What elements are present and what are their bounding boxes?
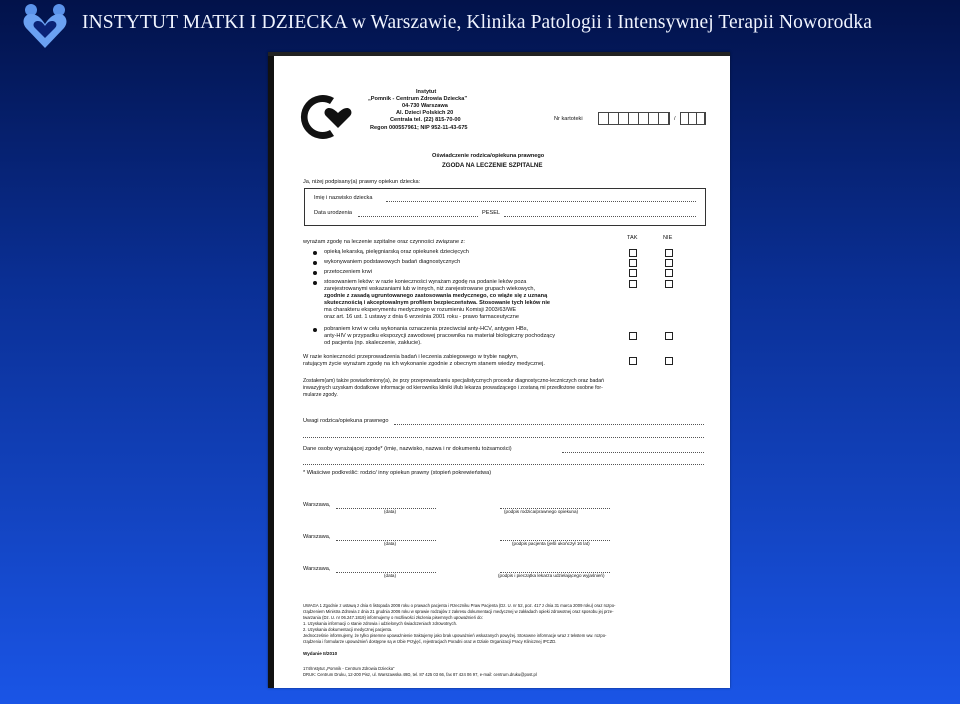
item-4-line-3: zgodnie z zasadą ugruntowanego zastosowania medycznego, co wiąże się z uznaną	[324, 293, 548, 299]
edition: Wydanie II/2010	[303, 651, 338, 656]
item-3-line-1: przetoczeniem krwi	[324, 269, 372, 275]
notice-line-1: Zostałem(am) także powiadomiony(a), że przy przeprowadzaniu specjalistycznych procedur diagnostyczno-leczniczych oraz badań	[303, 378, 605, 384]
record-number-boxes	[598, 112, 670, 125]
bullet	[313, 261, 317, 265]
fineprint-line-5: 2. Uzyskania dokumentacji medycznej pacjenta.	[303, 627, 393, 632]
sig-3-place: Warszawa,	[303, 566, 331, 572]
item-4-no-checkbox[interactable]	[665, 280, 673, 288]
item-2-yes-checkbox[interactable]	[629, 259, 637, 267]
fineprint-line-7: rządzenia i formularze upoważnień dostępne są w Izbie Przyjęć, rejestracjach Poradni oraz w Dziale Organizacji Pracy Klinicznej IPCZD.	[303, 639, 557, 644]
fineprint-line-4: 1. Uzyskania informacji o stanie zdrowia i udzielonych świadczeniach zdrowotnych.	[303, 621, 458, 626]
fineprint-line-3: twarzania (Dz. U. nr 06.247.1819) informujemy o możliwości złożenia pisemnych upoważnień do:	[303, 615, 483, 620]
institute-line-1: Instytut	[416, 89, 437, 95]
fineprint-line-6: Jednocześnie informujemy, że tylko pisemne upoważnienie traktujemy jako brak upoważnień wskazanych powyżej. Stosowne informacje wraz z tekstem ww. rozpo-	[303, 633, 607, 638]
record-slash: /	[674, 116, 676, 122]
item-1-yes-checkbox[interactable]	[629, 249, 637, 257]
record-suffix-boxes	[680, 112, 706, 125]
print-info-2: DRUK: Centrum Druku, 12-200 Pisz, ul. Warszawska 49D, tel. 87 425 03 66, fax 87 424 06 97, e-mail: centrum.druku@post.pl	[303, 672, 537, 677]
form-content	[268, 52, 730, 688]
item-2-line-1: wykonywaniem podstawowych badań diagnostycznych	[324, 259, 461, 265]
heart-people-logo	[22, 2, 68, 50]
pesel-label: PESEL	[482, 210, 501, 216]
record-number-label: Nr kartoteki	[554, 116, 583, 122]
emergency-line-2: ratującym życie wyrażam zgodę na ich wykonanie zgodnie z obecnym stanem wiedzy medycznej.	[303, 361, 545, 367]
col-yes-label: TAK	[627, 235, 638, 241]
sig-1-sign-hint: (podpis rodzica/prawnego opiekuna)	[504, 509, 579, 514]
remarks-line-1	[394, 424, 704, 425]
institute-line-2: „Pomnik - Centrum Zdrowia Dziecka”	[368, 96, 468, 102]
pesel-line	[504, 216, 696, 217]
bullet	[313, 281, 317, 285]
child-data-box	[304, 188, 706, 226]
item-5-yes-checkbox[interactable]	[629, 332, 637, 340]
item-1-line-1: opieką lekarską, pielęgniarską oraz opiekunek dziecięcych	[324, 249, 469, 255]
notice-line-3: mularze zgody.	[303, 392, 338, 398]
form-subtitle: ZGODA NA LECZENIE SZPITALNE	[442, 162, 543, 169]
consenter-label: Dane osoby wyrażającej zgodę* (imię, nazwisko, nazwa i nr dokumentu tożsamości)	[303, 446, 512, 452]
bullet	[313, 271, 317, 275]
emergency-yes-checkbox[interactable]	[629, 357, 637, 365]
print-info-1: 174/Instytut „Pomnik - Centrum Zdrowia Dziecka”	[303, 666, 395, 671]
item-4-line-4: skutecznością i akceptowalnym profilem bezpieczeństwa. Stosowanie tych leków nie	[324, 300, 550, 306]
item-3-yes-checkbox[interactable]	[629, 269, 637, 277]
notice-line-2: inwazyjnych uzyskam dodatkowe informacje od kierownika kliniki i/lub lekarza prowadzącego i zostaną mi przedłożone osobne for-	[303, 385, 603, 391]
sig-3-date-hint: (data)	[384, 573, 397, 578]
fineprint-line-2: rządzeniem Ministra Zdrowia z dnia 21 grudnia 2006 roku w sprawie rodzajów z zakresu dokumentacji medycznej w zakładach opieki zdrowotnej oraz sposobu jej prze-	[303, 609, 614, 614]
institute-heart-logo	[294, 92, 360, 142]
birth-date-label: Data urodzenia	[314, 210, 352, 216]
scanned-consent-form	[268, 52, 730, 688]
item-2-no-checkbox[interactable]	[665, 259, 673, 267]
remarks-label: Uwagi rodzica/opiekuna prawnego	[303, 418, 389, 424]
item-4-line-6: oraz art. 16 ust. 1 ustawy z dnia 6 września 2001 roku - prawo farmaceutyczne	[324, 314, 519, 320]
institute-line-5: Centrala tel. (22) 815-70-00	[390, 117, 461, 123]
sig-2-sign-hint: (podpis pacjenta (jeśli ukończył 16 lat)	[512, 541, 590, 546]
bullet	[313, 328, 317, 332]
item-3-no-checkbox[interactable]	[665, 269, 673, 277]
child-name-line	[386, 201, 696, 202]
sig-2-place: Warszawa,	[303, 534, 331, 540]
fineprint-line-1: UWAGA 1 Zgodnie z ustawą z dnia 6 listopada 2008 roku o prawach pacjenta i Rzeczniku Praw Pacjenta (Dz. U. nr 52, poz. 417 z dnia 31 marca 2009 roku) oraz rozpo-	[303, 603, 616, 608]
item-4-yes-checkbox[interactable]	[629, 280, 637, 288]
col-no-label: NIE	[663, 235, 673, 241]
item-5-line-2: anty-HIV w przypadku ekspozycji zawodowej pracownika na materiał biologiczny pochodzący	[324, 333, 556, 339]
child-name-label: Imię i nazwisko dziecka	[314, 195, 373, 201]
birth-date-line	[358, 216, 478, 217]
consenter-line-2	[303, 464, 704, 465]
remarks-line-2	[303, 437, 704, 438]
sig-1-place: Warszawa,	[303, 502, 331, 508]
form-title: Oświadczenie rodzica/opiekuna prawnego	[432, 153, 545, 159]
sig-3-sign-hint: (podpis i pieczątka lekarza udzielającego wyjaśnień)	[498, 573, 605, 578]
consent-intro: wyrażam zgodę na leczenie szpitalne oraz czynności związane z:	[303, 239, 465, 245]
item-4-line-1: stosowaniem leków: w razie konieczności wyrażam zgodę na podanie leków poza	[324, 279, 527, 285]
slide-title: INSTYTUT MATKI I DZIECKA w Warszawie, Klinika Patologii i Intensywnej Terapii Noworodka	[82, 12, 872, 33]
institute-line-3: 04-730 Warszawa	[402, 103, 448, 109]
institute-line-6: Regon 000557961; NIP 952-11-43-675	[370, 125, 468, 131]
item-4-line-2: zarejestrowanymi wskazaniami lub w innych, niż zarejestrowane grupach wiekowych,	[324, 286, 536, 292]
institute-line-4: Al. Dzieci Polskich 20	[396, 110, 454, 116]
consenter-line-1	[562, 452, 704, 453]
item-1-no-checkbox[interactable]	[665, 249, 673, 257]
emergency-line-1: W razie konieczności przeprowadzenia badań i leczenia zabiegowego w trybie nagłym,	[303, 354, 519, 360]
item-5-line-1: pobraniem krwi w celu wykonania oznaczenia przeciwciał anty-HCV, antygen HBs,	[324, 326, 529, 332]
sig-2-date-hint: (data)	[384, 541, 397, 546]
item-5-line-3: od pacjenta (np. skaleczenie, zakłucie).	[324, 340, 422, 346]
item-5-no-checkbox[interactable]	[665, 332, 673, 340]
slide-header	[0, 0, 960, 52]
footnote: * Właściwe podkreślić: rodzic/ inny opiekun prawny (stopień pokrewieństwa)	[303, 470, 492, 476]
intro-text: Ja, niżej podpisany(a) prawny opiekun dziecka:	[303, 179, 421, 185]
emergency-no-checkbox[interactable]	[665, 357, 673, 365]
item-4-line-5: ma charakteru eksperymentu medycznego w rozumieniu Komisji 2003/63/WE	[324, 307, 517, 313]
sig-1-date-hint: (data)	[384, 509, 397, 514]
bullet	[313, 251, 317, 255]
